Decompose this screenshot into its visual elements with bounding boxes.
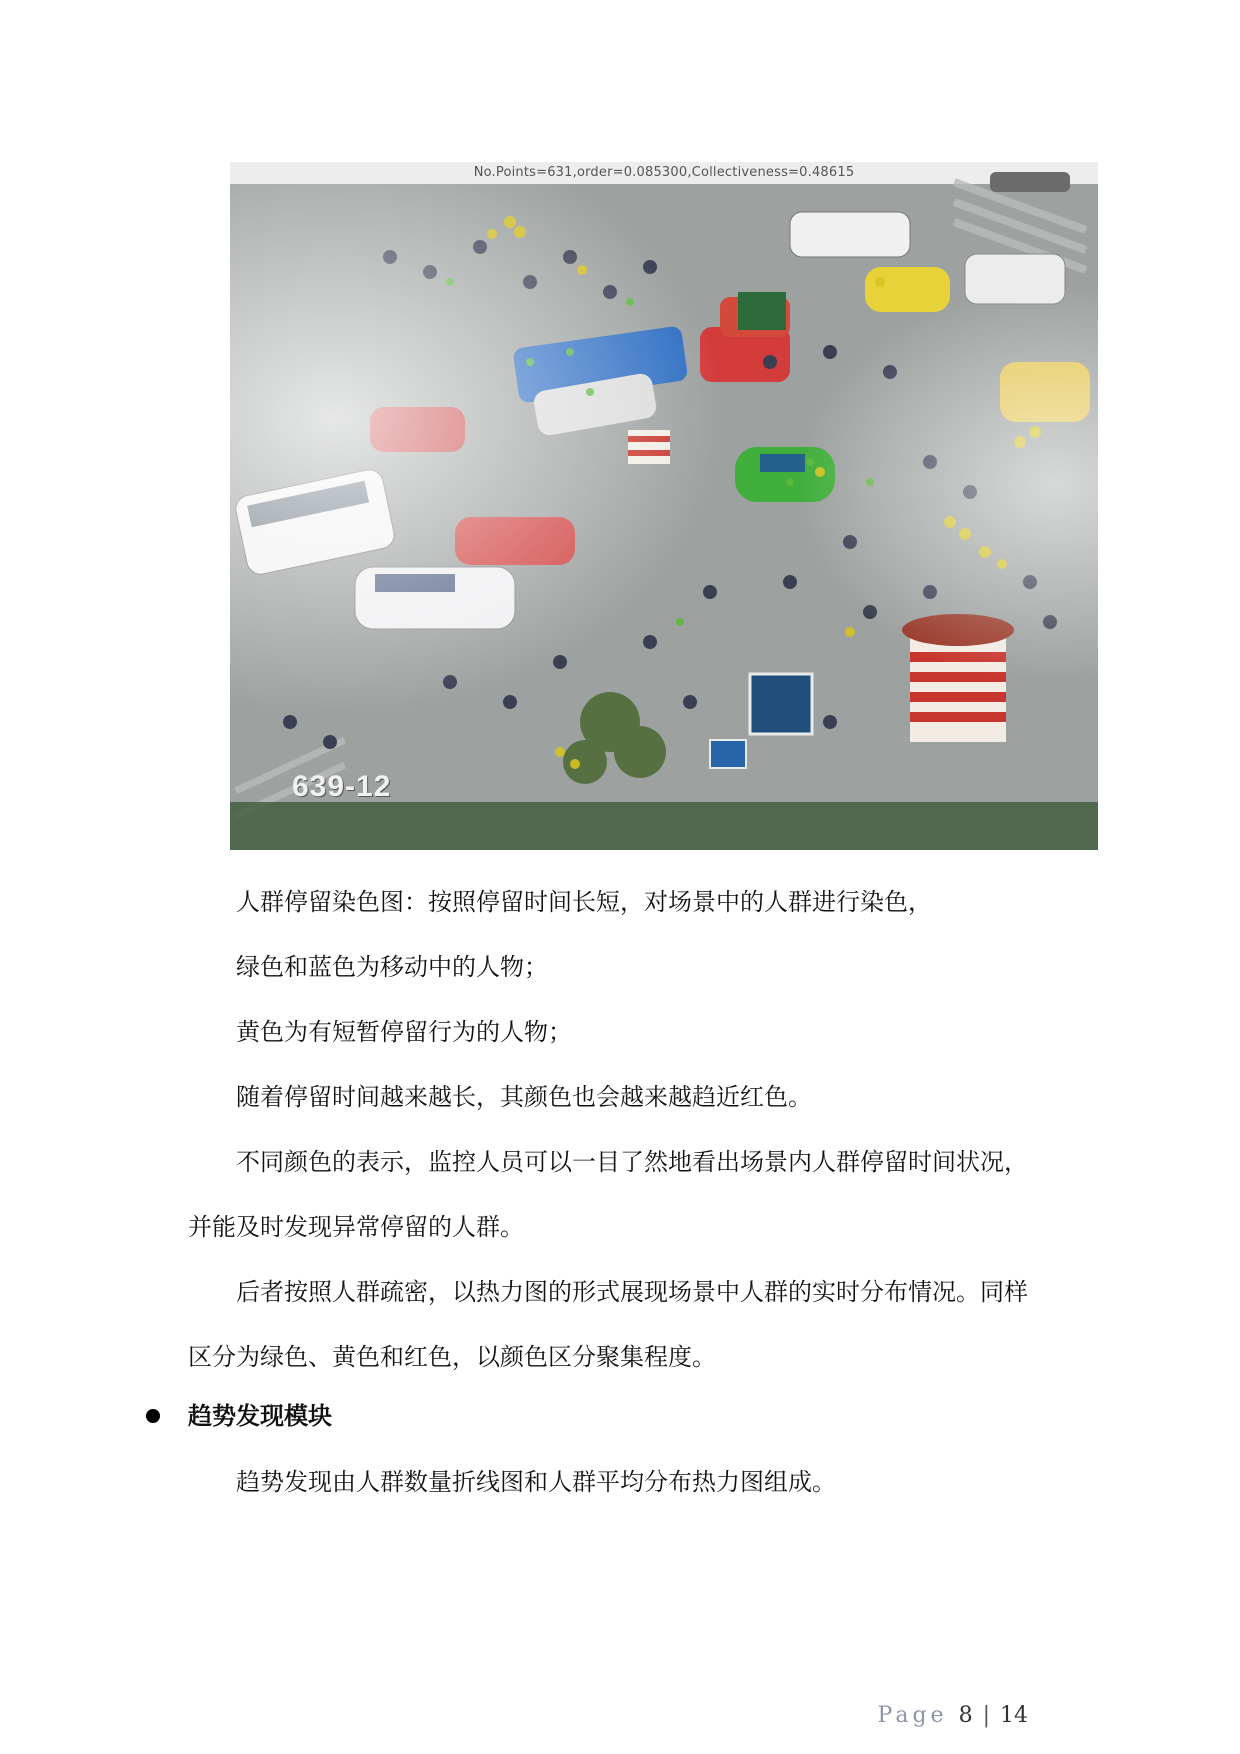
paragraph-yellow: 黄色为有短暂停留行为的人物； — [236, 1018, 572, 1046]
camera-id-overlay: 639-12 — [292, 770, 392, 803]
paragraph-monitoring-line1: 不同颜色的表示，监控人员可以一目了然地看出场景内人群停留时间状况， — [236, 1148, 1028, 1176]
paragraph-heatmap-line1: 后者按照人群疏密，以热力图的形式展现场景中人群的实时分布情况。同样 — [236, 1278, 1028, 1306]
page-number: 8 — [958, 1703, 973, 1728]
page-footer — [878, 1703, 1028, 1728]
paragraph-trend-module: 趋势发现由人群数量折线图和人群平均分布热力图组成。 — [236, 1468, 836, 1496]
paragraph-green-blue: 绿色和蓝色为移动中的人物； — [236, 953, 548, 981]
page-separator: | — [982, 1703, 990, 1728]
total-pages: 14 — [1000, 1703, 1028, 1728]
paragraph-red: 随着停留时间越来越长，其颜色也会越来越趋近红色。 — [236, 1083, 812, 1111]
paragraph-dwell-coloring: 人群停留染色图：按照停留时间长短，对场景中的人群进行染色， — [236, 888, 932, 916]
street-scene-illustration — [230, 162, 1098, 850]
page-word: Page — [877, 1703, 948, 1728]
section-heading: 趋势发现模块 — [188, 1402, 332, 1430]
paragraph-monitoring-line2: 并能及时发现异常停留的人群。 — [188, 1213, 524, 1241]
bullet-icon — [146, 1409, 160, 1423]
crowd-dwell-figure — [230, 162, 1098, 850]
paragraph-heatmap-line2: 区分为绿色、黄色和红色，以颜色区分聚集程度。 — [188, 1343, 716, 1371]
figure-stats-overlay: No.Points=631,order=0.085300,Collectiveness=0.48615 — [473, 165, 855, 180]
